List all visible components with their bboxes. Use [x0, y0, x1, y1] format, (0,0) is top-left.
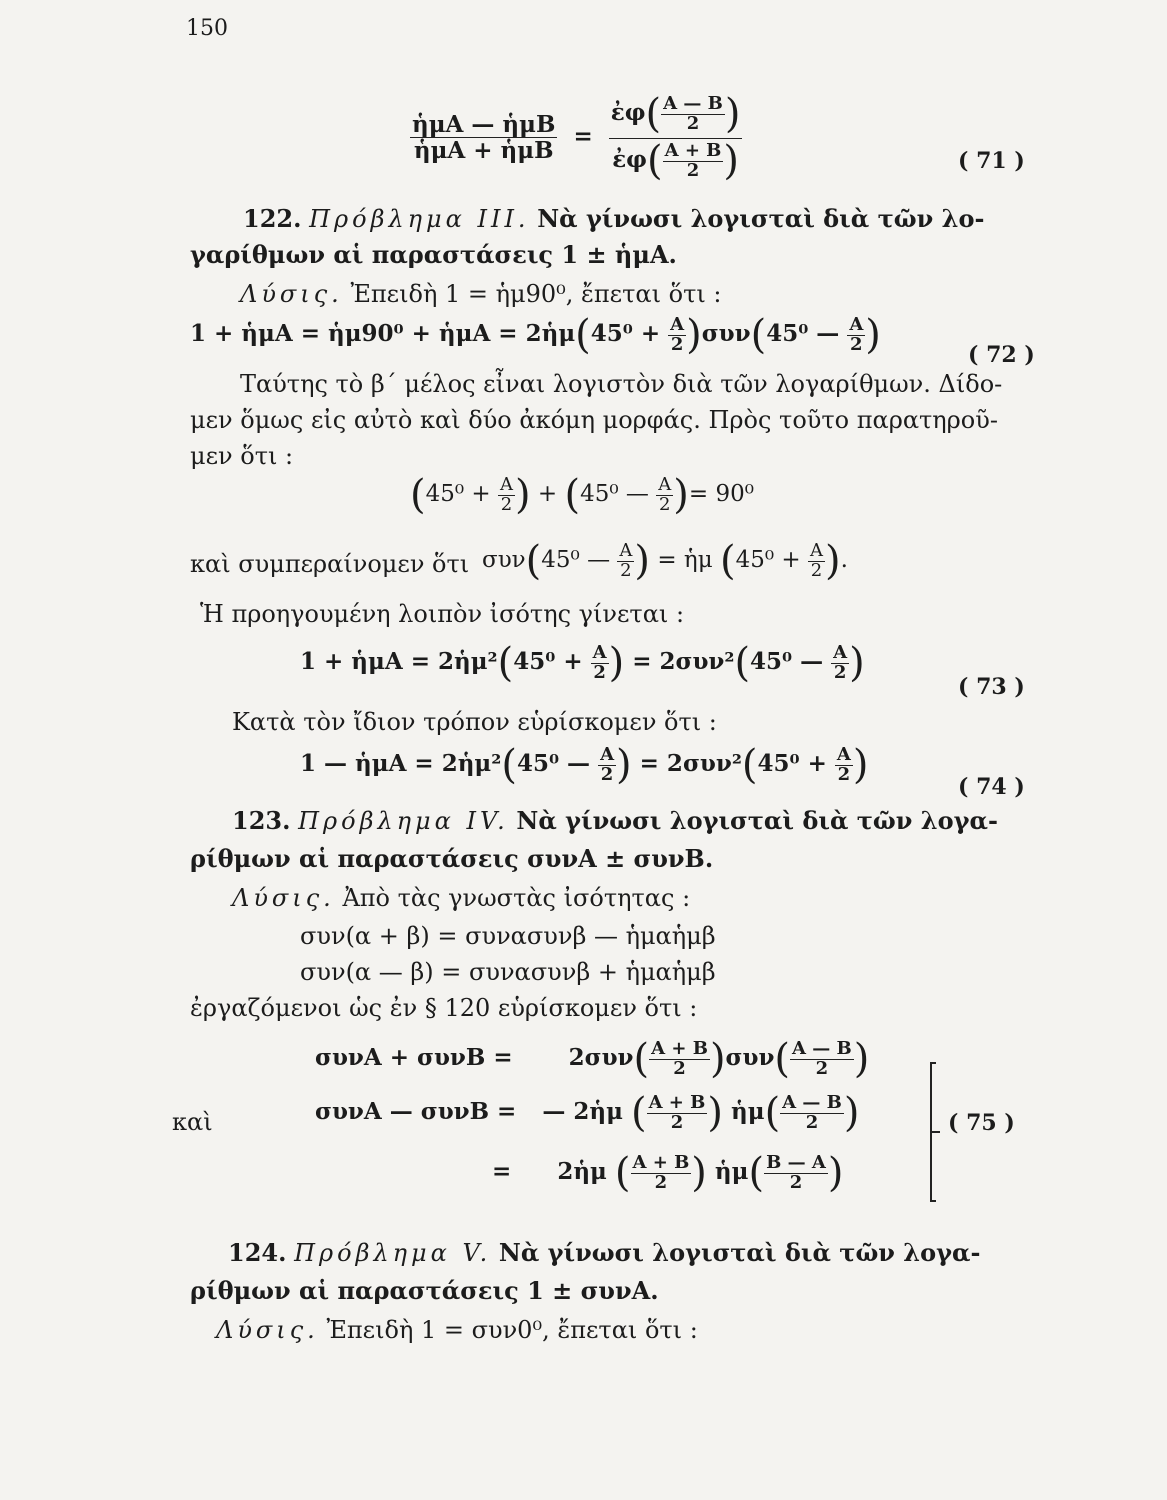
eq75-r3-f1: 2ἡμ [557, 1158, 607, 1185]
sum-frac1-num: Α [500, 473, 513, 495]
eq75-r3-arg1-num: Α + Β [632, 1151, 690, 1173]
lysis-label-123: Λύσις. [232, 884, 335, 912]
eq71-lhs [410, 112, 557, 164]
angle-sum-equation: (45⁰ + $\frac{A}{2}$ ) + (45⁰ — $\frac{A}{2}$ )= 90⁰ [410, 472, 754, 518]
eq71-lhs-numerator: ἡμΑ — ἡμΒ [412, 110, 556, 138]
problem-124-lysis [216, 1316, 698, 1344]
eq73-frac2-num: Α [833, 641, 848, 663]
problem-122-heading [243, 204, 984, 233]
problem-123-text-2: ρίθμων αἱ παραστάσεις συνΑ ± συνΒ. [190, 844, 714, 873]
eq72-frac2-num: Α [849, 313, 864, 335]
paragraph-line-3: μεν ὅτι : [190, 442, 294, 470]
lysis-text-123: Ἀπὸ τὰς γνωστὰς ἰσότητας : [342, 884, 691, 912]
eq72-number: ( 72 ) [968, 342, 1035, 368]
eq75-r2-arg2-den: 2 [805, 1111, 819, 1133]
eq75-r2-arg2-num: Α — Β [782, 1091, 842, 1113]
eq74-left: 1 — ἡμΑ = 2ἡμ² [300, 750, 502, 777]
problem-124-heading [228, 1238, 980, 1267]
paragraph-line-2: μεν ὅμως εἰς αὐτὸ καὶ δύο ἀκόμη μορφάς. Πρὸς τοῦτο παρατηροῦ- [190, 406, 998, 434]
problem-122-label: Πρόβλημα III. [309, 205, 530, 233]
eq75-r2-arg1-num: Α + Β [648, 1091, 706, 1113]
eq74-mid: = 2συν² [639, 750, 742, 777]
eq71-den-arg-den: 2 [686, 159, 700, 181]
concl-frac1-den: 2 [620, 559, 632, 581]
eq73-frac2-den: 2 [833, 661, 847, 683]
equation-73: 1 + ἡμΑ = 2ἡμ²(45⁰ + $\frac{A}{2}$ ) = 2συν²(45⁰ — $\frac{A}{2}$ ) [300, 640, 865, 686]
eq75-r3-f2: ἡμ [714, 1158, 749, 1185]
problem-122-text-2: γαρίθμων αἱ παραστάσεις 1 ± ἡμΑ. [190, 240, 677, 269]
eq75-row-1: συνΑ + συνΒ = 2συν( $\frac{A + B}{2}$ )συν( $\frac{A — B}{2}$ ) [315, 1036, 870, 1082]
equation-72: 1 + ἡμΑ = ἡμ90⁰ + ἡμΑ = 2ἡμ(45⁰ + $\frac{A}{2}$ )συν(45⁰ — $\frac{A}{2}$ ) [190, 312, 881, 358]
concl-a: 45⁰ — [541, 547, 611, 573]
eq75-r1-arg1-den: 2 [673, 1057, 686, 1079]
eq73-b: 45⁰ — [750, 648, 824, 675]
concl-cos: συν [482, 547, 526, 573]
problem-123-heading [232, 806, 998, 835]
conclusion-text: καὶ συμπεραίνομεν ὅτι [190, 550, 470, 578]
eq74-frac1-den: 2 [600, 763, 614, 785]
eq75-r1-arg1-num: Α + Β [651, 1037, 708, 1059]
eq71-tan-den: ἐφ [612, 146, 647, 173]
problem-123-lysis [232, 884, 690, 912]
eq72-frac-num: Α [670, 313, 685, 335]
eq71-rhs [609, 92, 743, 183]
same-way-text: Κατὰ τὸν ἴδιον τρόπον εὑρίσκομεν ὅτι : [232, 708, 717, 736]
eq73-number: ( 73 ) [958, 674, 1025, 700]
eq73-frac1-num: Α [592, 641, 607, 663]
eq74-frac2-num: Α [836, 743, 851, 765]
eq71-tan: ἐφ [610, 99, 646, 126]
sum-frac2-den: 2 [659, 493, 671, 515]
identity-2: συν(α — β) = συνασυνβ + ἡμαἡμβ [300, 958, 716, 986]
problem-123-number: 123. [232, 806, 291, 835]
eq73-a: 45⁰ + [513, 648, 583, 675]
eq74-a: 45⁰ — [516, 750, 591, 777]
concl-frac1-num: Α [619, 539, 633, 561]
eq71-arg-num: Α — Β [663, 92, 723, 114]
page-number: 150 [186, 16, 228, 41]
lysis-label-124: Λύσις. [216, 1316, 319, 1344]
eq75-brace [918, 1062, 932, 1202]
sum-b: 45⁰ — [580, 481, 649, 507]
eq74-number: ( 74 ) [958, 774, 1025, 800]
concl-equals-sin: = ἡμ [657, 547, 713, 573]
eq72-frac2-den: 2 [850, 333, 863, 355]
eq71-den-arg-num: Α + Β [664, 139, 722, 161]
eq75-r2-left: συνΑ — συνΒ = [315, 1098, 517, 1125]
eq72-frac-den: 2 [670, 333, 684, 355]
concl-frac2-den: 2 [810, 559, 823, 581]
eq75-r1-arg2-num: Α — Β [792, 1037, 852, 1059]
work-text: ἐργαζόμενοι ὡς ἐν § 120 εὑρίσκομεν ὅτι : [190, 994, 698, 1022]
paragraph-line-1: Ταύτης τὸ β΄ μέλος εἶναι λογιστὸν διὰ τῶν λογαρίθμων. Δίδο- [240, 370, 1003, 398]
conclusion-equation: συν(45⁰ — $\frac{A}{2}$ ) = ἡμ (45⁰ + $\frac{A}{2}$ ). [482, 538, 848, 584]
eq75-number: ( 75 ) [948, 1110, 1015, 1136]
eq75-r2-arg1-den: 2 [670, 1111, 684, 1133]
sum-equals: = 90⁰ [688, 481, 754, 507]
kai-word: καὶ [172, 1108, 213, 1136]
problem-122-number: 122. [243, 204, 302, 233]
eq73-mid: = 2συν² [632, 648, 735, 675]
eq72-left: 1 + ἡμΑ = ἡμ90⁰ + ἡμΑ = 2ἡμ [190, 320, 576, 347]
sum-frac2-num: Α [658, 473, 672, 495]
eq72-a: 45⁰ + [590, 320, 661, 347]
lysis-text-122: Ἐπειδὴ 1 = ἡμ90⁰, ἔπεται ὅτι : [350, 280, 722, 308]
problem-124-number: 124. [228, 1238, 287, 1267]
eq71-rhs-numerator: ἐφ( $\frac{A — B}{2}$ ) [610, 91, 741, 137]
eq72-cos: συν [701, 320, 751, 347]
equation-74: 1 — ἡμΑ = 2ἡμ²(45⁰ — $\frac{A}{2}$ ) = 2συν²(45⁰ + $\frac{A}{2}$ ) [300, 742, 869, 788]
eq75-row-2: συνΑ — συνΒ = — 2ἡμ ( $\frac{A + B}{2}$ ) ἡμ( $\frac{A — B}{2}$ ) [315, 1090, 860, 1136]
eq73-left: 1 + ἡμΑ = 2ἡμ² [300, 648, 498, 675]
sum-plus: + [537, 481, 558, 507]
eq71-number: ( 71 ) [958, 148, 1025, 174]
sum-frac1-den: 2 [500, 493, 513, 515]
eq75-r1-f2: συν [725, 1044, 775, 1071]
eq71-rhs-denominator: ἐφ( $\frac{A + B}{2}$ ) [612, 138, 739, 184]
identity-1: συν(α + β) = συνασυνβ — ἡμαἡμβ [300, 922, 716, 950]
problem-124-label: Πρόβλημα V. [294, 1239, 492, 1267]
eq75-r3-arg2-num: Β — Α [766, 1151, 826, 1173]
eq75-r3-arg2-den: 2 [789, 1171, 803, 1193]
eq74-b: 45⁰ + [757, 750, 827, 777]
eq75-r1-left: συνΑ + συνΒ = [315, 1044, 513, 1071]
previous-equality-text: Ἡ προηγουμένη λοιπὸν ἰσότης γίνεται : [200, 600, 685, 628]
problem-123-text-1: Νὰ γίνωσι λογισταὶ διὰ τῶν λογα- [516, 806, 998, 835]
problem-124-text-2: ρίθμων αἱ παραστάσεις 1 ± συνΑ. [190, 1276, 659, 1305]
eq75-row-3: = 2ἡμ ( $\frac{A + B}{2}$ ) ἡμ( $\frac{B — A}{2}$ ) [492, 1150, 844, 1196]
lysis-text-124: Ἐπειδὴ 1 = συν0⁰, ἔπεται ὅτι : [326, 1316, 698, 1344]
eq75-r1-f1: 2συν [568, 1044, 634, 1071]
concl-frac2-num: Α [809, 539, 823, 561]
problem-124-text-1: Νὰ γίνωσι λογισταὶ διὰ τῶν λογα- [498, 1238, 981, 1267]
problem-122-lysis [240, 280, 721, 308]
equation-71: $\frac{\text{ἡμΑ — ἡμΒ}}{\text{ἡμΑ + ἡμΒ}}$ = ἐφ( $\frac{A — B}{2}$ ) ἐφ( $\frac{A + B}{2}$ ) [412, 91, 741, 184]
concl-end: . [840, 547, 848, 573]
eq71-arg-den: 2 [686, 112, 700, 134]
eq74-frac1-num: Α [600, 743, 615, 765]
eq75-r2-f2: ἡμ [731, 1098, 765, 1125]
eq74-frac2-den: 2 [837, 763, 851, 785]
sum-a: 45⁰ + [425, 481, 491, 507]
eq72-c: 45⁰ — [766, 320, 840, 347]
eq75-r1-arg2-den: 2 [815, 1057, 829, 1079]
eq75-r2-f1: — 2ἡμ [542, 1098, 623, 1125]
eq73-frac1-den: 2 [593, 661, 606, 683]
eq75-r3-arg1-den: 2 [654, 1171, 668, 1193]
problem-122-text-1: Νὰ γίνωσι λογισταὶ διὰ τῶν λο- [537, 204, 985, 233]
problem-123-label: Πρόβλημα IV. [298, 807, 509, 835]
lysis-label-122: Λύσις. [240, 280, 343, 308]
concl-b: 45⁰ + [735, 547, 801, 573]
eq71-lhs-denominator: ἡμΑ + ἡμΒ [413, 137, 554, 164]
eq75-r3-left: = [492, 1158, 512, 1185]
